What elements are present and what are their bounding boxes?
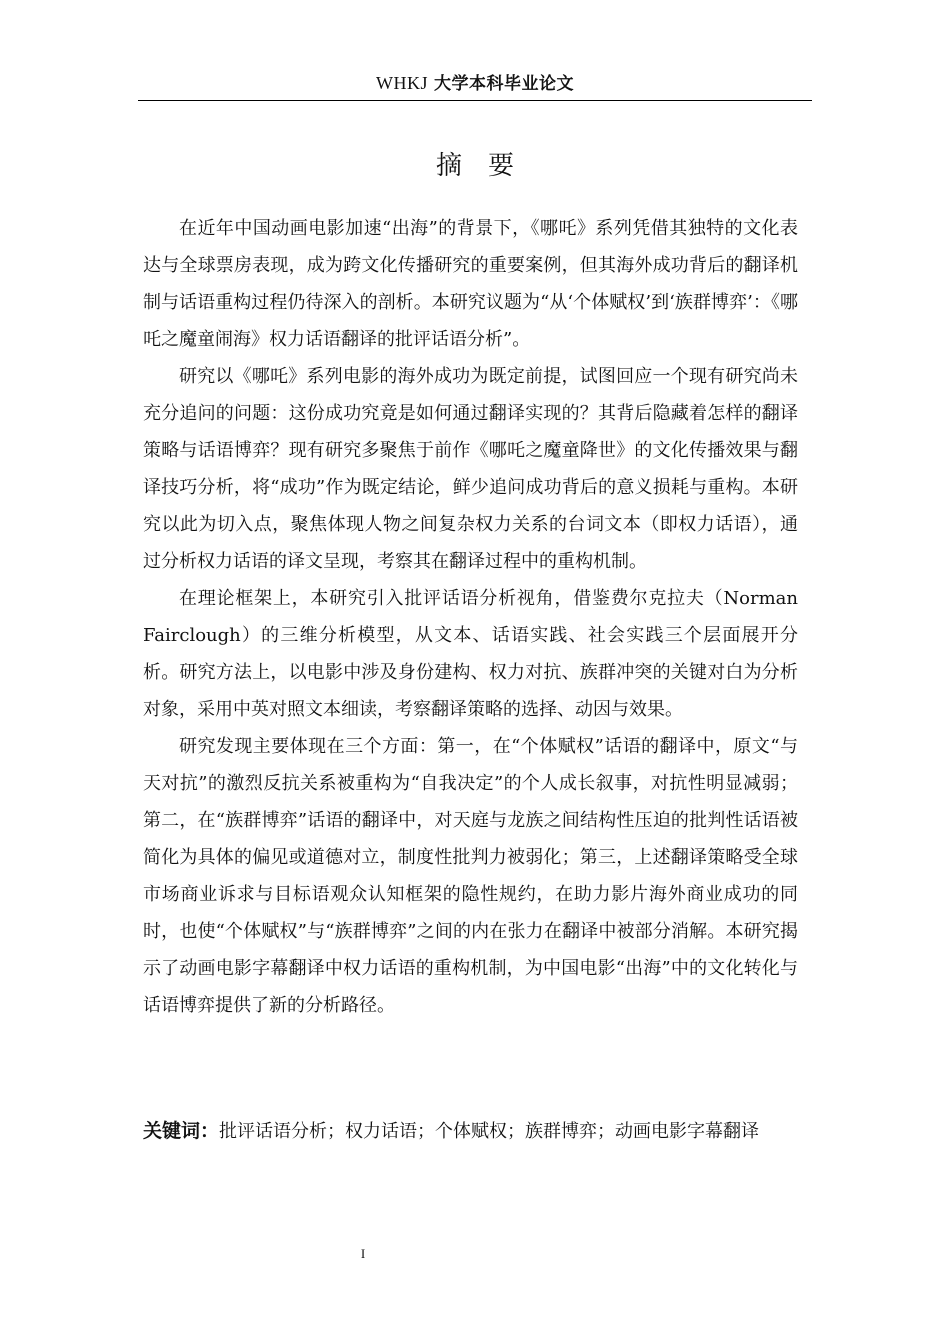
header-university-text: 大学本科毕业论文 [433,74,574,94]
abstract-body [143,210,798,1024]
page-number: I [360,1246,366,1261]
keywords-line [143,1112,798,1151]
page-header [138,70,812,101]
header-latin-text: WHKJ [376,73,429,93]
abstract-paragraph-2: 研究以《哪吒》系列电影的海外成功为既定前提，试图回应一个现有研究尚未充分追问的问题：这份成功究竟是如何通过翻译实现的？其背后隐藏着怎样的翻译策略与话语博弈？现有研究多聚焦于前作《哪吒之魔童降世》的文化传播效果与翻译技巧分析，将“成功”作为既定结论，鲜少追问成功背后的意义损耗与重构。本研究以此为切入点，聚焦体现人物之间复杂权力关系的台词文本（即权力话语），通过分析权力话语的译文呈现，考察其在翻译过程中的重构机制。 [143,366,798,572]
abstract-paragraph-3: 在理论框架上，本研究引入批评话语分析视角，借鉴费尔克拉夫（Norman Fairclough）的三维分析模型，从文本、话语实践、社会实践三个层面展开分析。研究方法上，以电影中涉及身份建构、权力对抗、族群冲突的关键对白为分析对象，采用中英对照文本细读，考察翻译策略的选择、动因与效果。 [143,588,798,720]
abstract-paragraph-4: 研究发现主要体现在三个方面：第一，在“个体赋权”话语的翻译中，原文“与天对抗”的激烈反抗关系被重构为“自我决定”的个人成长叙事，对抗性明显减弱；第二，在“族群博弈”话语的翻译中，对天庭与龙族之间结构性压迫的批判性话语被简化为具体的偏见或道德对立，制度性批判力被弱化；第三，上述翻译策略受全球市场商业诉求与目标语观众认知框架的隐性规约，在助力影片海外商业成功的同时，也使“个体赋权”与“族群博弈”之间的内在张力在翻译中被部分消解。本研究揭示了动画电影字幕翻译中权力话语的重构机制，为中国电影“出海”中的文化转化与话语博弈提供了新的分析路径。 [143,736,798,1016]
keywords-label: 关键词： [143,1120,220,1142]
abstract-paragraph-1: 在近年中国动画电影加速“出海”的背景下，《哪吒》系列凭借其独特的文化表达与全球票房表现，成为跨文化传播研究的重要案例，但其海外成功背后的翻译机制与话语重构过程仍待深入的剖析。本研究议题为“从‘个体赋权’到‘族群博弈’：《哪吒之魔童闹海》权力话语翻译的批评话语分析”。 [143,218,798,350]
keywords-terms: 批评话语分析；权力话语；个体赋权；族群博弈；动画电影字幕翻译 [219,1121,760,1142]
abstract-title: 摘 要 [435,151,514,181]
